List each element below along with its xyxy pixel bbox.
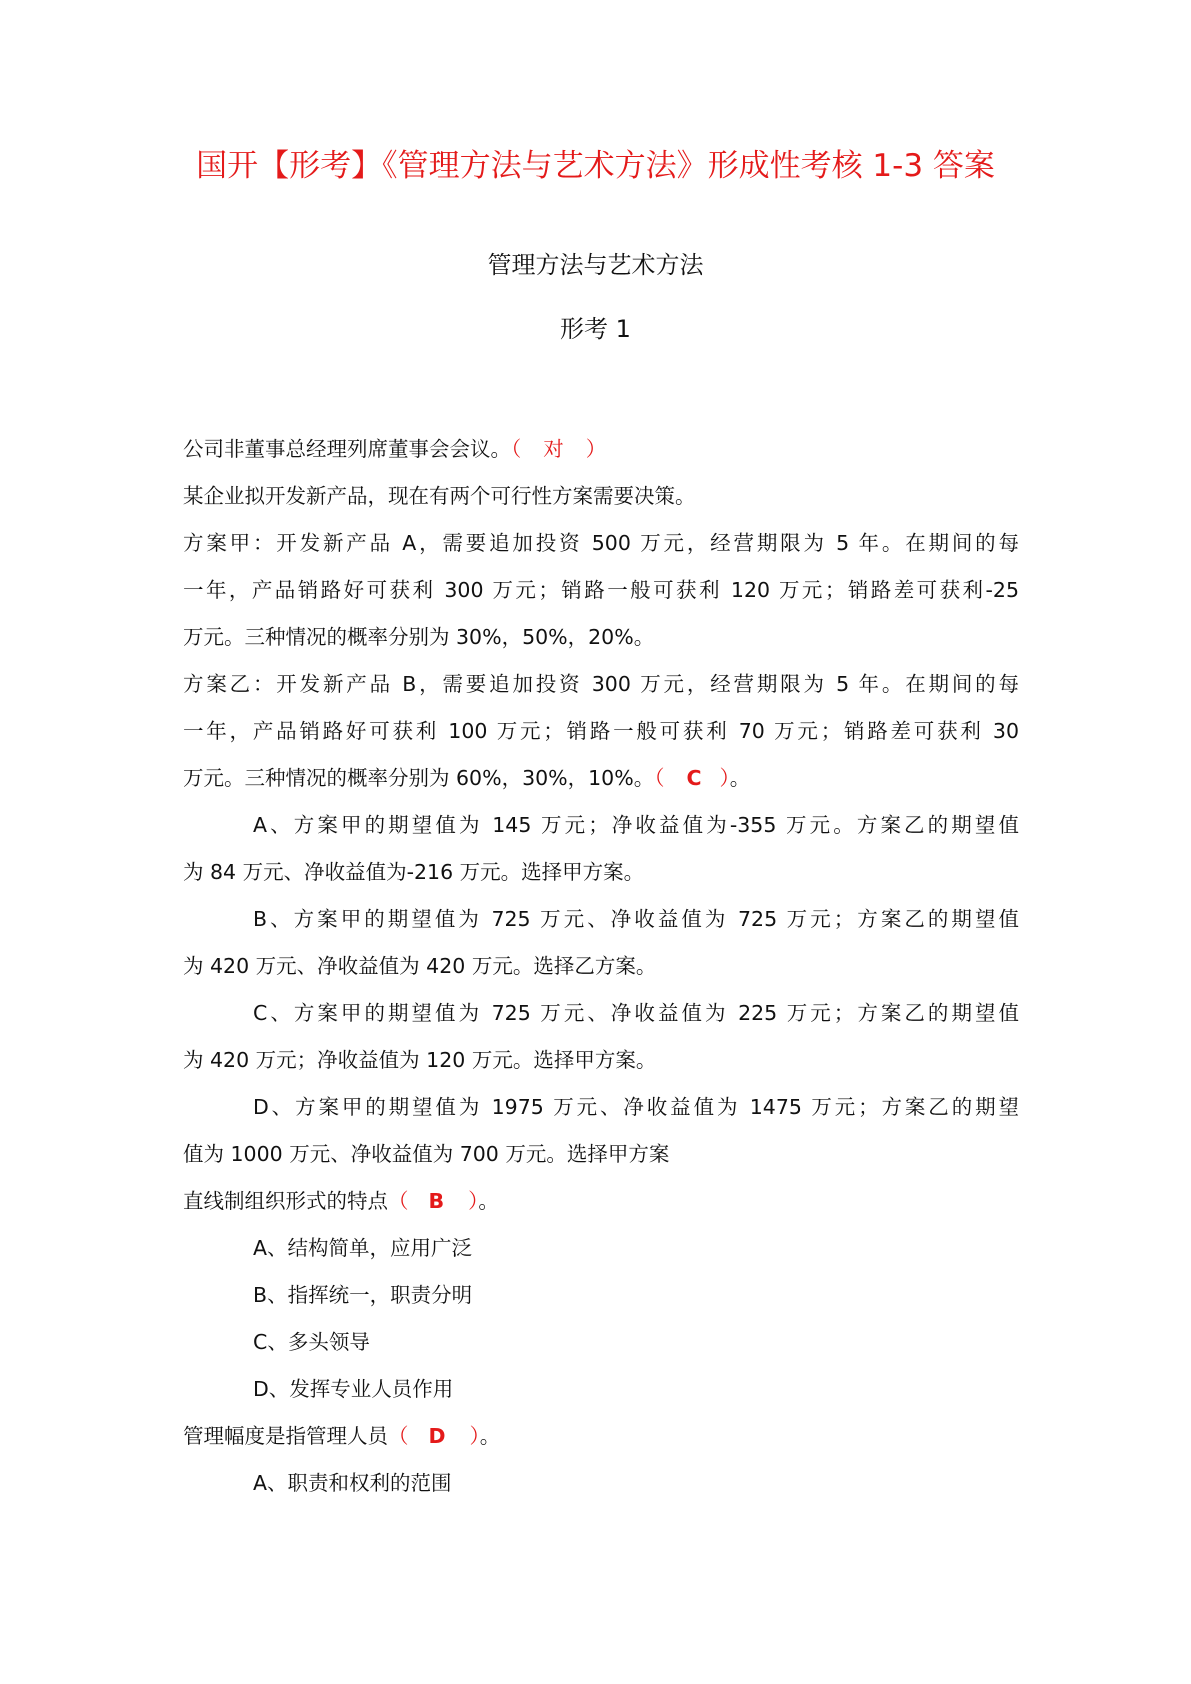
question-2-paren-open: （ bbox=[654, 766, 665, 790]
question-1 bbox=[183, 426, 1019, 473]
question-2-plan-a-line-2: 一年，产品销路好可获利 300 万元；销路一般可获利 120 万元；销路差可获利-25 bbox=[183, 578, 1019, 602]
question-4 bbox=[183, 1413, 1019, 1460]
question-3-answer: B bbox=[428, 1189, 445, 1213]
question-3-option-a: A、结构简单，应用广泛 bbox=[253, 1236, 473, 1260]
question-2-option-c-line-2: 为 420 万元；净收益值为 120 万元。选择甲方案。 bbox=[183, 1048, 657, 1072]
question-1-text: 公司非董事总经理列席董事会会议。 bbox=[183, 437, 511, 461]
document-body bbox=[183, 426, 1019, 1507]
question-1-answer: 对 bbox=[543, 437, 564, 461]
question-2-option-c-line-1: C、方案甲的期望值为 725 万元、净收益值为 225 万元；方案乙的期望值 bbox=[253, 1001, 1019, 1025]
question-3 bbox=[183, 1178, 1019, 1225]
question-3-paren-open: （ bbox=[388, 1189, 409, 1213]
question-4-tail: 。 bbox=[479, 1424, 501, 1448]
question-2-answer: C bbox=[686, 766, 702, 790]
question-2-plan-b-last: 万元。三种情况的概率分别为 60%，30%，10%。 bbox=[183, 766, 655, 790]
question-1-paren-open: （ bbox=[511, 437, 522, 461]
question-2-plan-b-line-1: 方案乙：开发新产品 B，需要追加投资 300 万元，经营期限为 5 年。在期间的每 bbox=[183, 672, 1019, 696]
question-2-option-b-line-2: 为 420 万元、净收益值为 420 万元。选择乙方案。 bbox=[183, 954, 657, 978]
question-2-tail: 。 bbox=[729, 766, 751, 790]
question-2-option-a-line-1: A、方案甲的期望值为 145 万元；净收益值为-355 万元。方案乙的期望值 bbox=[253, 813, 1019, 837]
course-title: 管理方法与艺术方法 bbox=[487, 251, 704, 279]
question-4-text: 管理幅度是指管理人员 bbox=[183, 1424, 388, 1448]
question-2-option-b-line-1: B、方案甲的期望值为 725 万元、净收益值为 725 万元；方案乙的期望值 bbox=[253, 907, 1019, 931]
question-4-paren-open: （ bbox=[388, 1424, 409, 1448]
question-2-option-a-line-2: 为 84 万元、净收益值为-216 万元。选择甲方案。 bbox=[183, 860, 645, 884]
question-2-plan-a-line-1: 方案甲：开发新产品 A，需要追加投资 500 万元，经营期限为 5 年。在期间的每 bbox=[183, 531, 1019, 555]
question-2-option-d-line-2: 值为 1000 万元、净收益值为 700 万元。选择甲方案 bbox=[183, 1142, 670, 1166]
question-3-text: 直线制组织形式的特点 bbox=[183, 1189, 388, 1213]
question-2-plan-b-line-3 bbox=[183, 755, 1019, 802]
question-1-paren-close: ） bbox=[585, 437, 607, 461]
question-4-answer: D bbox=[428, 1424, 446, 1448]
question-2-option-d-line-1: D、方案甲的期望值为 1975 万元、净收益值为 1475 万元；方案乙的期望 bbox=[253, 1095, 1019, 1119]
question-2-plan-b-line-2: 一年，产品销路好可获利 100 万元；销路一般可获利 70 万元；销路差可获利 30 bbox=[183, 719, 1019, 743]
question-3-option-b: B、指挥统一，职责分明 bbox=[253, 1283, 473, 1307]
question-4-paren-close: ） bbox=[469, 1424, 480, 1448]
question-3-tail: 。 bbox=[478, 1189, 499, 1213]
question-3-paren-close: ） bbox=[468, 1189, 479, 1213]
question-2-intro: 某企业拟开发新产品，现在有两个可行性方案需要决策。 bbox=[183, 484, 696, 508]
question-2-plan-a-line-3: 万元。三种情况的概率分别为 30%，50%，20%。 bbox=[183, 625, 655, 649]
question-4-option-a: A、职责和权利的范围 bbox=[253, 1471, 452, 1495]
section-title: 形考 1 bbox=[560, 315, 631, 343]
question-2-paren-close: ） bbox=[719, 766, 730, 790]
document-title: 国开【形考】《管理方法与艺术方法》形成性考核 1-3 答案 bbox=[196, 148, 995, 184]
question-3-option-d: D、发挥专业人员作用 bbox=[253, 1377, 454, 1401]
question-3-option-c: C、多头领导 bbox=[253, 1330, 370, 1354]
